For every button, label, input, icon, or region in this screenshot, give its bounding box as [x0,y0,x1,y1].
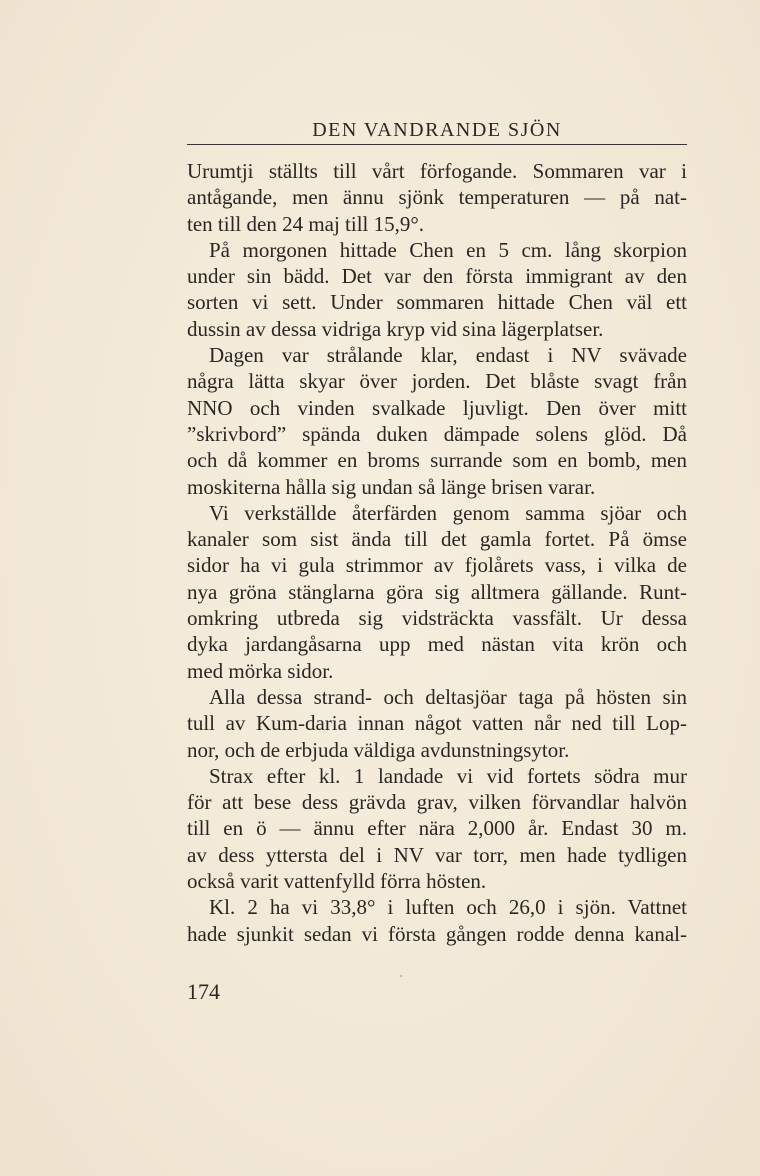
text-line: tull av Kum-daria innan något vatten når ned till Lop- [187,711,687,736]
text-line: med mörka sidor. [187,658,334,683]
running-head: DEN VANDRANDE SJÖN [312,119,562,141]
text-line: under sin bädd. Det var den första immigrant av den [187,264,687,289]
text-line: Dagen var strålande klar, endast i NV svävade [209,343,687,368]
text-line: På morgonen hittade Chen en 5 cm. lång skorpion [209,237,687,262]
paper-speck [400,975,402,977]
text-line: moskiterna hålla sig undan så länge brisen varar. [187,474,596,499]
text-line: dussin av dessa vidriga kryp vid sina lägerplatser. [187,316,604,341]
text-line: NNO och vinden svalkade ljuvligt. Den över mitt [187,395,687,420]
text-line: nor, och de erbjuda väldiga avdunstningsytor. [187,737,570,762]
body-text [187,158,687,947]
text-line: Strax efter kl. 1 landade vi vid fortets södra mur [209,763,687,788]
text-line: och då kommer en broms surrande som en bomb, men [187,448,687,473]
text-line: några lätta skyar över jorden. Det blåste svagt från [187,369,687,394]
text-line: antågande, men ännu sjönk temperaturen — på nat- [187,185,687,210]
text-line: sorten vi sett. Under sommaren hittade Chen väl ett [187,290,687,315]
text-line: dyka jardangåsarna upp med nästan vita krön och [187,632,687,657]
text-line: sidor ha vi gula strimmor av fjolårets vass, i vilka de [187,553,687,578]
text-line: ten till den 24 maj till 15,9°. [187,211,425,236]
text-line: Vi verkställde återfärden genom samma sjöar och [209,500,687,525]
text-line: omkring utbreda sig vidsträckta vassfält. Ur dessa [187,606,687,631]
text-line: ”skrivbord” spända duken dämpade solens glöd. Då [187,421,687,446]
text-line: Alla dessa strand- och deltasjöar taga på hösten sin [209,684,687,709]
text-line: till en ö — ännu efter nära 2,000 år. Endast 30 m. [187,816,687,841]
text-line: av dess yttersta del i NV var torr, men hade tydligen [187,842,687,867]
text-line: nya gröna stänglarna göra sig alltmera gällande. Runt- [187,579,687,604]
text-line: Urumtji ställts till vårt förfogande. Sommaren var i [187,159,687,183]
text-line: Kl. 2 ha vi 33,8° i luften och 26,0 i sjön. Vattnet [209,895,687,920]
header-rule [187,144,687,145]
text-line: också varit vattenfylld förra hösten. [187,869,487,894]
page-number: 174 [187,979,220,1004]
text-line: för att bese dess grävda grav, vilken förvandlar halvön [187,790,687,815]
text-line: hade sjunkit sedan vi första gången rodde denna kanal- [187,921,687,946]
text-line: kanaler som sist ända till det gamla fortet. På ömse [187,527,687,552]
